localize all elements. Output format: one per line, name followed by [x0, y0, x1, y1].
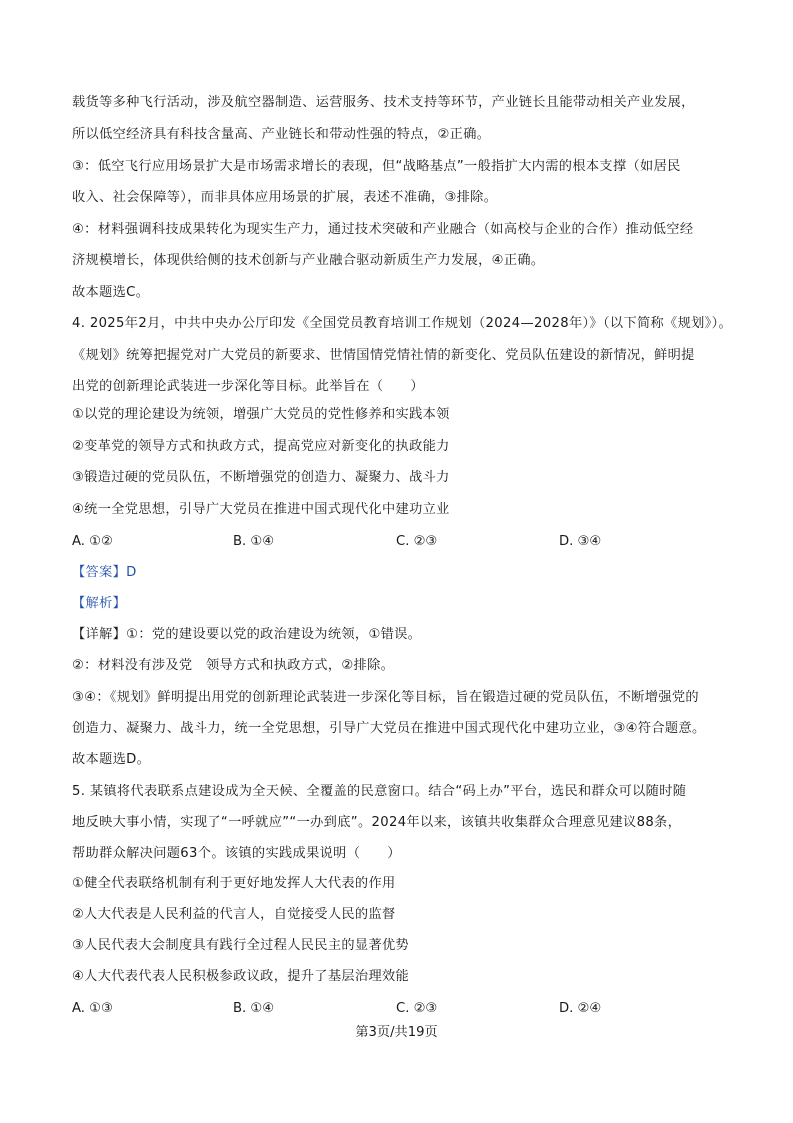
option-b: B. ①④: [233, 1001, 275, 1016]
question-5-stem: 5. 某镇将代表联系点建设成为全天候、全覆盖的民意窗口。结合“码上办”平台，选民和群众可以随时随: [72, 784, 687, 799]
option-a: A. ①②: [72, 534, 113, 549]
option-d: D. ③④: [559, 534, 602, 549]
statement-4: ④人大代表代表人民积极参政议政，提升了基层治理效能: [72, 969, 410, 984]
question-4-options: [72, 532, 712, 552]
option-c: C. ②③: [396, 1001, 438, 1016]
question-4-stem: 4. 2025年2月，中共中央办公厅印发《全国党员教育培训工作规划（2024—2028年）》（以下简称《规划》）。: [72, 316, 733, 331]
option-b: B. ①④: [233, 534, 275, 549]
detail-line: 【详解】①：党的建设要以党的政治建设为统领，①错误。: [72, 627, 422, 642]
analysis-label: 【解析】: [72, 596, 127, 611]
text-line: 《规划》统筹把握党对广大党员的新要求、世情国情党情社情的新变化、党员队伍建设的新情况，鲜明提: [72, 348, 695, 363]
answer-conclusion: 故本题选D。: [72, 752, 151, 767]
text-line: ②：材料没有涉及党 领导方式和执政方式，②排除。: [72, 658, 395, 673]
statement-2: ②人大代表是人民利益的代言人，自觉接受人民的监督: [72, 907, 396, 922]
statement-2: ②变革党的领导方式和执政方式，提高党应对新变化的执政能力: [72, 439, 450, 454]
statement-1: ①健全代表联络机制有利于更好地发挥人大代表的作用: [72, 876, 396, 891]
text-line: ③：低空飞行应用场景扩大是市场需求增长的表现，但“战略基点”一般指扩大内需的根本支撑（如居民: [72, 159, 681, 174]
statement-3: ③人民代表大会制度具有践行全过程人民民主的显著优势: [72, 938, 410, 953]
text-line: ④：材料强调科技成果转化为现实生产力，通过技术突破和产业融合（如高校与企业的合作）推动低空经: [72, 222, 694, 237]
option-c: C. ②③: [396, 534, 438, 549]
page-number: 第3页/共19页: [355, 1025, 438, 1040]
answer-conclusion: 故本题选C。: [72, 285, 150, 300]
statement-3: ③锻造过硬的党员队伍，不断增强党的创造力、凝聚力、战斗力: [72, 470, 450, 485]
text-line: ③④：《规划》鲜明提出用党的创新理论武装进一步深化等目标，旨在锻造过硬的党员队伍，不断增强党的: [72, 690, 699, 705]
text-line: 济规模增长，体现供给侧的技术创新与产业融合驱动新质生产力发展，④正确。: [72, 253, 545, 268]
text-line: 帮助群众解决问题63个。该镇的实践成果说明（ ）: [72, 846, 401, 861]
text-line: 地反映大事小情，实现了“一呼就应”“一办到底”。2024年以来，该镇共收集群众合理意见建议88条，: [72, 815, 682, 830]
statement-1: ①以党的理论建设为统领，增强广大党员的党性修养和实践本领: [72, 407, 450, 422]
text-line: 出党的创新理论武装进一步深化等目标。此举旨在（ ）: [72, 379, 424, 394]
option-a: A. ①③: [72, 1001, 113, 1016]
option-d: D. ②④: [559, 1001, 602, 1016]
text-line: 收入、社会保障等），而非具体应用场景的扩展，表述不准确，③排除。: [72, 190, 498, 205]
text-line: 创造力、凝聚力、战斗力，统一全党思想，引导广大党员在推进中国式现代化中建功立业，③④符合题意。: [72, 721, 706, 736]
text-line: 所以低空经济具有科技含量高、产业链长和带动性强的特点，②正确。: [72, 127, 491, 142]
answer-label: 【答案】D: [72, 565, 137, 580]
statement-4: ④统一全党思想，引导广大党员在推进中国式现代化中建功立业: [72, 502, 450, 517]
text-line: 载货等多种飞行活动，涉及航空器制造、运营服务、技术支持等环节，产业链长且能带动相关产业发展，: [72, 95, 695, 110]
question-5-options: [72, 999, 712, 1019]
